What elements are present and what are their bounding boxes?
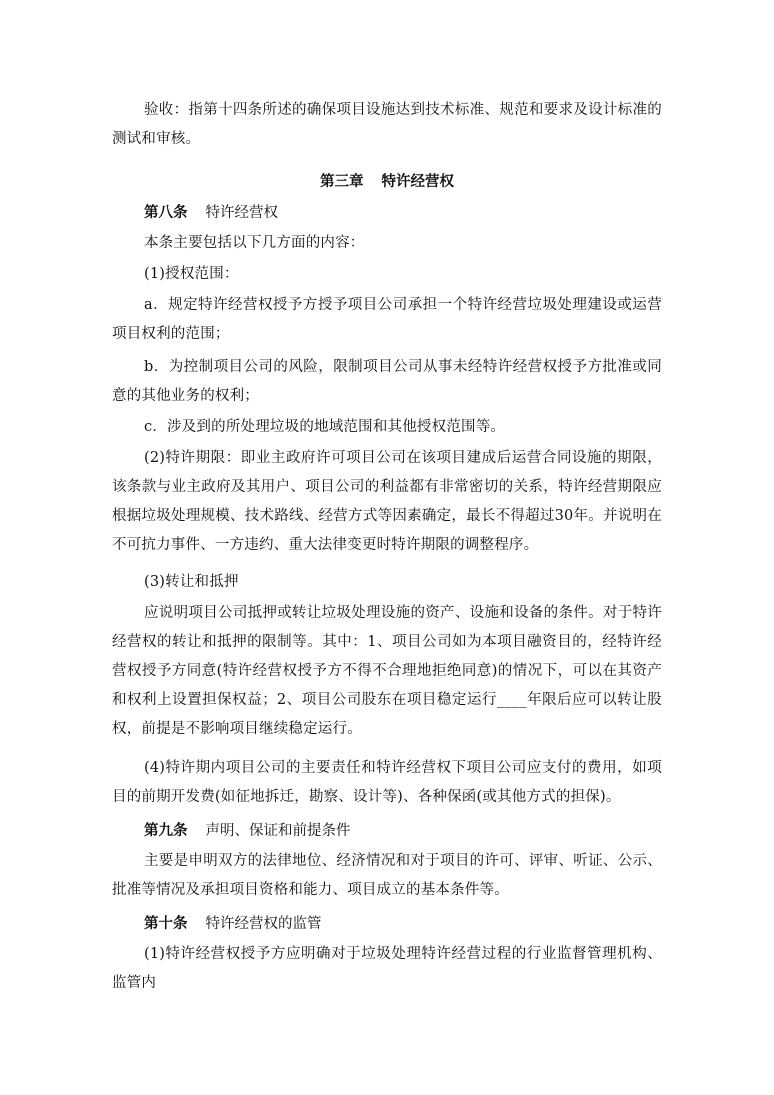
chapter-title: 特许经营权 bbox=[381, 173, 454, 190]
article-8-item3-title: (3)转让和抵押 bbox=[144, 574, 239, 590]
article-8-item1-title: (1)授权范围： bbox=[144, 266, 239, 282]
article-8-number: 第八条 bbox=[144, 204, 188, 221]
article-8-item1-b: b．为控制项目公司的风险，限制项目公司从事未经特许经营权授予方批准或同意的其他业务的权利； bbox=[112, 359, 662, 404]
article-8-intro: 本条主要包括以下几方面的内容： bbox=[144, 235, 365, 251]
article-8-item4: (4)特许期内项目公司的主要责任和特许经营权下项目公司应支付的费用，如项目的前期开发费(如征地拆迁，勘察、设计等)、各种保函(或其他方式的担保)。 bbox=[112, 760, 662, 805]
article-9-number: 第九条 bbox=[144, 822, 188, 839]
article-8-item3-body: 应说明项目公司抵押或转让垃圾处理设施的资产、设施和设备的条件。对于特许经营权的转让和抵押的限制等。其中：1、项目公司如为本项目融资目的，经特许经营权授予方同意(特许经营权授予方不得不合理地拒绝同意)的情况下，可以在其资产和权利上设置担保权益；2、项目公司股东在项目稳定运行____年限后应可以转让股权，前提是不影响项目继续稳定运行。 bbox=[112, 605, 662, 737]
article-8-item1-c: c．涉及到的所处理垃圾的地域范围和其他授权范围等。 bbox=[144, 419, 506, 435]
article-8-title: 特许经营权 bbox=[205, 205, 278, 221]
article-10-item1: (1)特许经营权授予方应明确对于垃圾处理特许经营过程的行业监督管理机构、监管内 bbox=[112, 946, 662, 991]
article-10-heading bbox=[112, 909, 662, 939]
article-8-item1-a: a．规定特许经营权授予方授予项目公司承担一个特许经营垃圾处理建设或运营项目权利的范围； bbox=[112, 297, 662, 342]
chapter-number: 第三章 bbox=[320, 173, 364, 190]
article-8-heading bbox=[112, 198, 662, 228]
article-8-item2: (2)特许期限：即业主政府许可项目公司在该项目建成后运营合同设施的期限，该条款与业主政府及其用户、项目公司的利益都有非常密切的关系，特许经营期限应根据垃圾处理规模、技术路线、经营方式等因素确定，最长不得超过30年。并说明在不可抗力事件、一方违约、重大法律变更时特许期限的调整程序。 bbox=[112, 450, 662, 553]
article-9-heading bbox=[112, 816, 662, 846]
article-10-title: 特许经营权的监管 bbox=[205, 916, 322, 932]
acceptance-definition: 验收：指第十四条所述的确保项目设施达到技术标准、规范和要求及设计标准的测试和审核。 bbox=[112, 102, 662, 147]
article-9-body: 主要是申明双方的法律地位、经济情况和对于项目的许可、评审、听证、公示、批准等情况及承担项目资格和能力、项目成立的基本条件等。 bbox=[112, 853, 662, 898]
article-9-title: 声明、保证和前提条件 bbox=[205, 823, 351, 839]
article-10-number: 第十条 bbox=[144, 915, 188, 932]
chapter-heading bbox=[112, 167, 662, 196]
